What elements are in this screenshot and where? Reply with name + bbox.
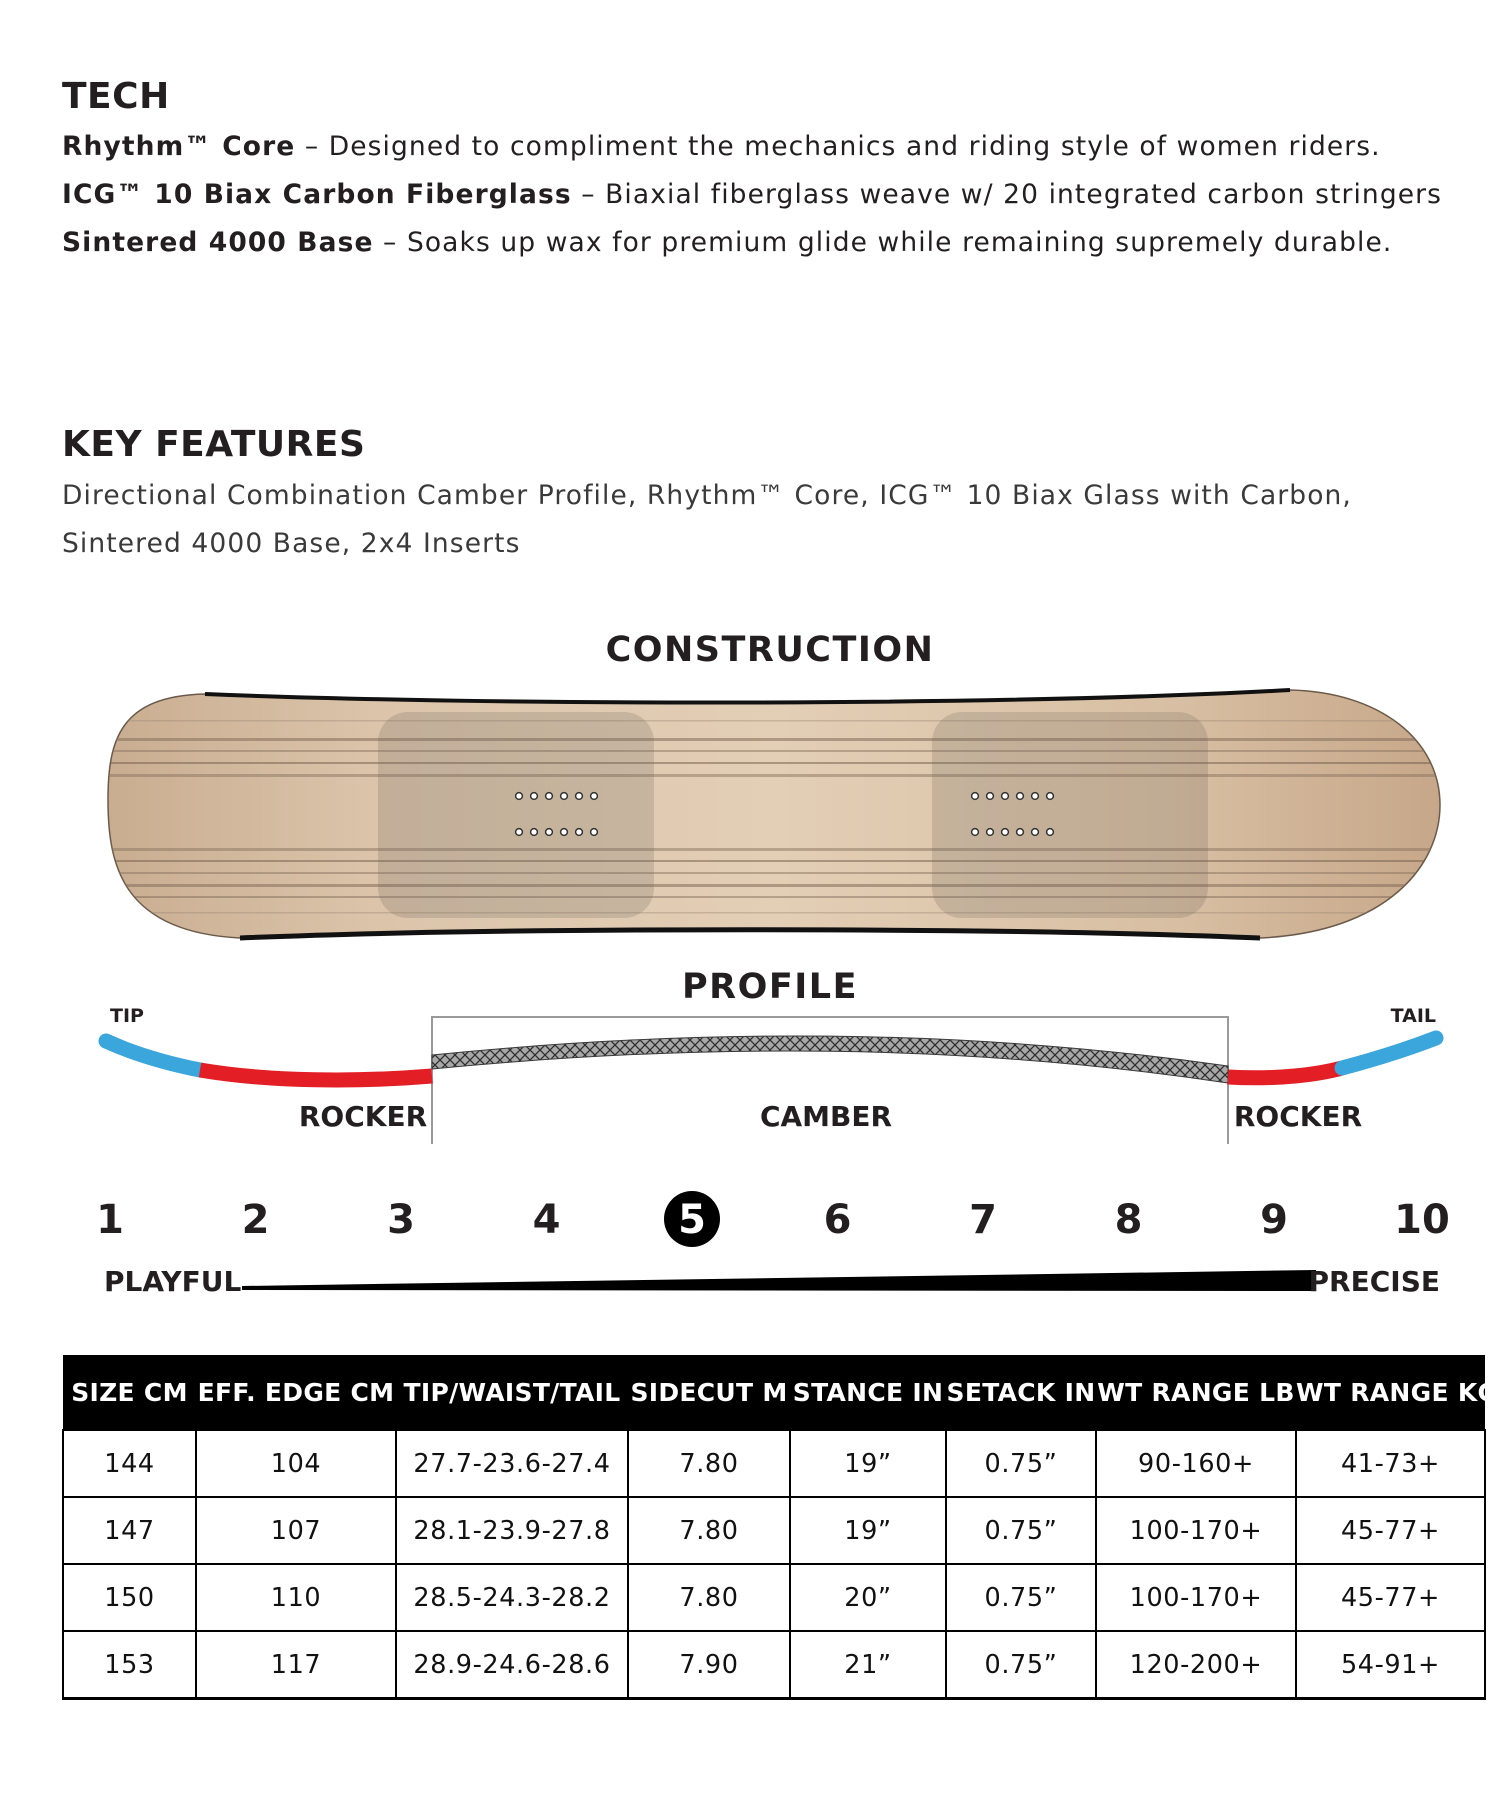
board-outline [108, 690, 1440, 938]
tech-item-name: ICG™ 10 Biax Carbon Fiberglass [62, 179, 572, 210]
tech-item-name: Rhythm™ Core [62, 131, 296, 162]
insert-hole [1047, 793, 1054, 800]
insert-hole [576, 829, 583, 836]
insert-hole [531, 829, 538, 836]
table-cell: 110 [196, 1564, 396, 1631]
table-cell: 7.80 [628, 1497, 790, 1564]
tech-item-desc: Designed to compliment the mechanics and riding style of women riders. [328, 131, 1381, 162]
table-cell: 54-91+ [1296, 1631, 1485, 1699]
table-cell: 100-170+ [1096, 1564, 1296, 1631]
insert-hole [1017, 829, 1024, 836]
construction-title: CONSTRUCTION [605, 630, 935, 670]
specs-table [62, 1355, 1499, 1700]
column-header: WT RANGE LB [1096, 1355, 1296, 1430]
table-cell: 117 [196, 1631, 396, 1699]
key-features-line-1: Directional Combination Camber Profile, Rhythm™ Core, ICG™ 10 Biax Glass with Carbon, [62, 480, 1352, 511]
profile-rocker-left [200, 1070, 432, 1080]
tail-label: TAIL [1390, 1005, 1436, 1027]
table-cell: 7.80 [628, 1430, 790, 1497]
insert-hole [1002, 829, 1009, 836]
insert-hole [546, 793, 553, 800]
insert-hole [561, 829, 568, 836]
profile-tail-segment [1342, 1038, 1436, 1068]
insert-pad-front [378, 712, 654, 918]
insert-hole [987, 793, 994, 800]
key-features-heading: KEY FEATURES [62, 424, 366, 465]
table-cell: 7.90 [628, 1631, 790, 1699]
insert-hole [987, 829, 994, 836]
profile-camber-segment [432, 1036, 1228, 1083]
table-row [63, 1631, 1485, 1699]
column-header: SIDECUT M [628, 1355, 790, 1430]
table-cell: 144 [63, 1430, 196, 1497]
insert-hole [576, 793, 583, 800]
key-features-line-2: Sintered 4000 Base, 2x4 Inserts [62, 528, 521, 559]
scale-number: 3 [387, 1197, 415, 1243]
scale-number: 9 [1260, 1197, 1288, 1243]
scale-number: 10 [1394, 1197, 1450, 1243]
tech-item-core: Rhythm™ Core – Designed to compliment the mechanics and riding style of women riders. [62, 131, 1381, 162]
table-cell: 0.75” [946, 1564, 1096, 1631]
flex-scale [0, 1185, 1500, 1305]
table-cell: 0.75” [946, 1497, 1096, 1564]
insert-hole [1032, 829, 1039, 836]
rocker-left-label: ROCKER [298, 1100, 428, 1133]
column-header: TIP/WAIST/TAIL [396, 1355, 628, 1430]
insert-hole [972, 829, 979, 836]
insert-hole [516, 829, 523, 836]
scale-number: 1 [96, 1197, 124, 1243]
insert-hole [591, 793, 598, 800]
column-header: SIZE CM [63, 1355, 196, 1430]
table-row [63, 1497, 1485, 1564]
insert-hole [972, 793, 979, 800]
column-header: STANCE IN [790, 1355, 946, 1430]
table-header-row [63, 1355, 1485, 1430]
table-cell: 0.75” [946, 1430, 1096, 1497]
profile-diagram [0, 1000, 1500, 1160]
playful-label: PLAYFUL [104, 1265, 242, 1298]
table-cell: 90-160+ [1096, 1430, 1296, 1497]
table-cell: 19” [790, 1430, 946, 1497]
table-cell: 41-73+ [1296, 1430, 1485, 1497]
scale-number: 4 [532, 1197, 561, 1243]
scale-number: 6 [823, 1197, 852, 1243]
table-cell: 45-77+ [1296, 1497, 1485, 1564]
table-cell: 153 [63, 1631, 196, 1699]
scale-number: 5 [678, 1197, 706, 1243]
table-cell: 21” [790, 1631, 946, 1699]
tip-label: TIP [110, 1005, 144, 1027]
table-cell: 7.80 [628, 1564, 790, 1631]
precise-label: PRECISE [1308, 1265, 1440, 1298]
table-cell: 28.5-24.3-28.2 [396, 1564, 628, 1631]
scale-number: 7 [969, 1197, 997, 1243]
table-cell: 0.75” [946, 1631, 1096, 1699]
tech-item-fiberglass: ICG™ 10 Biax Carbon Fiberglass – Biaxial fiberglass weave w/ 20 integrated carbon stringers [62, 179, 1443, 210]
tech-item-name: Sintered 4000 Base [62, 227, 374, 258]
insert-hole [546, 829, 553, 836]
table-cell: 27.7-23.6-27.4 [396, 1430, 628, 1497]
insert-pad-rear [932, 712, 1208, 918]
tech-heading: TECH [62, 76, 170, 117]
insert-hole [1032, 793, 1039, 800]
board-construction-illustration [0, 680, 1500, 960]
table-cell: 147 [63, 1497, 196, 1564]
table-row [63, 1564, 1485, 1631]
table-cell: 104 [196, 1430, 396, 1497]
flex-wedge [242, 1270, 1316, 1291]
table-cell: 100-170+ [1096, 1497, 1296, 1564]
insert-hole [1017, 793, 1024, 800]
scale-number: 2 [241, 1197, 270, 1243]
tech-item-desc: Biaxial fiberglass weave w/ 20 integrated carbon stringers [605, 179, 1443, 210]
insert-hole [1002, 793, 1009, 800]
profile-rocker-right [1228, 1068, 1342, 1078]
table-cell: 28.1-23.9-27.8 [396, 1497, 628, 1564]
scale-number: 8 [1114, 1197, 1143, 1243]
column-header: SETACK IN [946, 1355, 1096, 1430]
table-cell: 19” [790, 1497, 946, 1564]
profile-title: PROFILE [682, 967, 858, 1007]
rocker-right-label: ROCKER [1233, 1100, 1363, 1133]
insert-hole [516, 793, 523, 800]
insert-hole [591, 829, 598, 836]
table-row [63, 1430, 1485, 1497]
table-cell: 28.9-24.6-28.6 [396, 1631, 628, 1699]
table-cell: 107 [196, 1497, 396, 1564]
table-cell: 45-77+ [1296, 1564, 1485, 1631]
column-header: EFF. EDGE CM [196, 1355, 396, 1430]
camber-label: CAMBER [759, 1100, 893, 1133]
table-cell: 150 [63, 1564, 196, 1631]
column-header: WT RANGE KG [1296, 1355, 1485, 1430]
table-cell: 20” [790, 1564, 946, 1631]
insert-hole [1047, 829, 1054, 836]
tech-item-base: Sintered 4000 Base – Soaks up wax for premium glide while remaining supremely durable. [62, 227, 1393, 258]
tech-item-desc: Soaks up wax for premium glide while remaining supremely durable. [406, 227, 1393, 258]
profile-tip-segment [106, 1041, 200, 1070]
insert-hole [561, 793, 568, 800]
insert-hole [531, 793, 538, 800]
table-cell: 120-200+ [1096, 1631, 1296, 1699]
